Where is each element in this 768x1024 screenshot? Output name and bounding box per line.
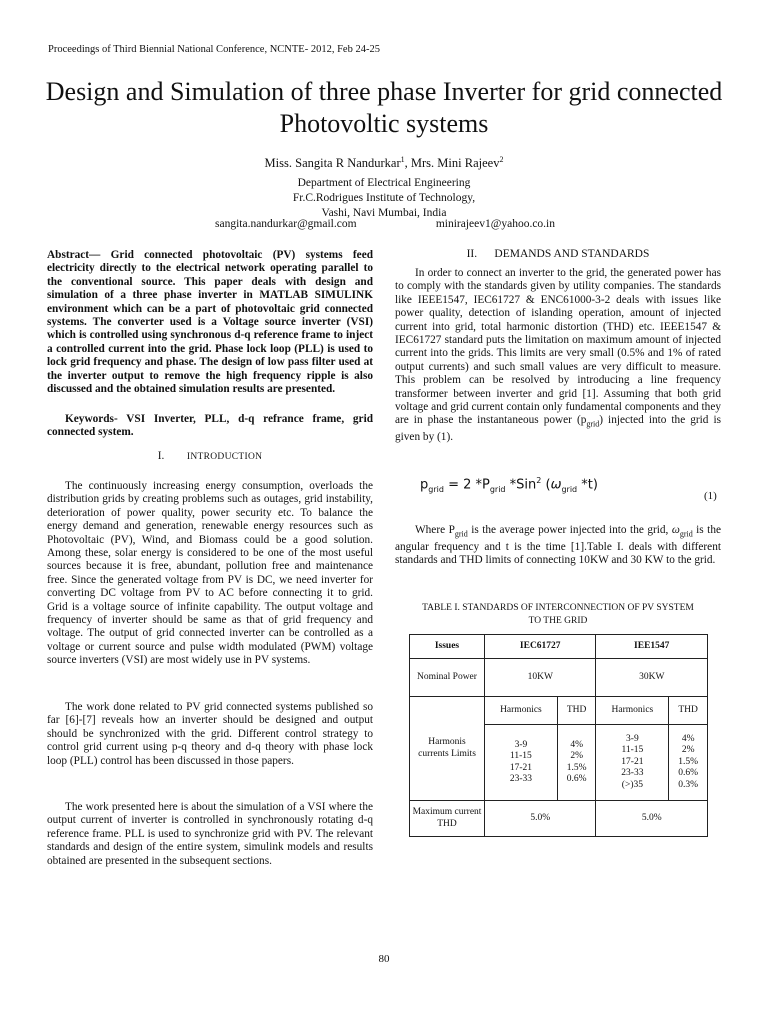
cell-line: 3-9 <box>626 733 639 744</box>
cell-line: 4% <box>570 739 583 750</box>
table-cell: Nominal Power <box>410 659 485 697</box>
affiliation-dept: Department of Electrical Engineering <box>297 177 471 189</box>
table-cell: 5.0% <box>596 801 708 837</box>
table-cell: 5.0% <box>485 801 596 837</box>
keywords: Keywords- VSI Inverter, PLL, d-q refrance frame, grid connected system. <box>47 413 373 439</box>
email-1[interactable]: sangita.nandurkar@gmail.com <box>215 218 357 230</box>
section-title: INTRODUCTION <box>186 452 263 462</box>
p2-text-a: Where P <box>415 524 455 536</box>
eq-omega: ω <box>550 477 562 493</box>
cell-line: 1.5% <box>678 756 699 767</box>
table-header-issues: Issues <box>410 635 485 659</box>
cell-line: 2% <box>681 745 695 756</box>
section-heading-demands <box>395 248 721 260</box>
eq-sub: grid <box>561 484 578 494</box>
table-cell: Harmonics <box>596 697 669 725</box>
equation-1 <box>420 476 598 494</box>
table-caption <box>395 602 721 628</box>
affiliation-city: Vashi, Navi Mumbai, India <box>321 207 447 219</box>
abstract: Abstract— Grid connected photovoltaic (PV) systems feed electricity directly to the electrical network operating parallel to the conventional source. This paper deals with design and simulation of a three phase inverter in MATLAB SIMULINK environment which can be a part of photovoltaic grid connected systems. The converter used is a Voltage source inverter (VSI) which is controlled using synchronous d-q reference frame to inject a controlled current into the grid. Phase lock loop (PLL) is used to lock grid frequency and phase. The design of low pass filter used at the inverter output to remove the high frequency ripple is also discussed and the obtained simulation results are presented. <box>47 249 373 396</box>
cell-line: 0.6% <box>678 768 699 779</box>
affiliation <box>0 176 768 221</box>
eq-sup: 2 <box>536 476 542 485</box>
table-caption-line-2: TO THE GRID <box>528 616 588 626</box>
cell-line: 11-15 <box>510 751 532 761</box>
eq-sin: *Sin <box>505 477 537 493</box>
cell-line: 0.6% <box>566 774 587 784</box>
demands-subscript: grid <box>586 419 600 429</box>
emails <box>215 218 555 230</box>
author-separator: , <box>404 156 411 171</box>
cell-line: 0.3% <box>678 779 699 790</box>
cell-line: 1.5% <box>566 762 587 773</box>
table-cell: 30KW <box>596 659 708 697</box>
p2-sub-a: grid <box>454 529 468 539</box>
table-cell: THD <box>669 697 708 725</box>
eq-sub: grid <box>428 484 444 494</box>
cell-line: 23-33 <box>621 768 644 779</box>
demands-text: In order to connect an inverter to the grid, the generated power has to comply with the standards given by utility companies. The standards like IEEE1547, IEC61727 & ENC61000-3-2 deals with issues like power quality, detection of islanding operation, amount of injected current into grid, total harmonic distortion (THD) etc. IEEE1547 & IEC61727 standard puts the limitation on maximum amount of injected current into the grids. This limits are very small (0.5% and 1% of rated output currents) and such small values are very difficult to measure. This problem can be resolved by introducing a line frequency transformer between inverter and grid [1]. Assuming that both grid voltage and grid current contain only fundamental components and they are in phase the instantaneous power (p <box>395 267 721 427</box>
standards-table <box>409 634 708 837</box>
eq-close: *t) <box>577 477 598 493</box>
intro-paragraph-1: The continuously increasing energy consumption, overloads the distribution grids by creating problems such as outages, grid instability, deterioration of power quality, power security etc. To balance the energy demand and generation, renewable energy resources such as Photovoltaic (PV), Wind, and Biomass could be a good solution. Among these, solar energy is considered to be one of the most useful sources because it is free, abundant, pollution free and maintenance free. Since the generated voltage from PV is DC, we need inverter for converting DC voltage from PV to AC before connecting it to grid. Grid is a voltage source of infinite capability. The output voltage and frequency of inverter should be same as that of grid frequency and voltage. The output of grid connected inverter can be controlled as a voltage or current source and pulse width modulated (PWM) voltage source inverters (VSI) are most widely use in PV systems. <box>47 480 373 667</box>
table-cell: Maximum current THD <box>410 801 485 837</box>
table-cell: Harmonics <box>485 697 558 725</box>
table-row <box>410 635 708 659</box>
authors <box>0 155 768 171</box>
author-2: Mrs. Mini Rajeev <box>410 156 500 171</box>
section-title: DEMANDS AND STANDARDS <box>494 248 650 260</box>
p2-text-c: is the angular frequency and t is the time [1].Table I. deals with different standards and THD limits of connecting 10KW and 30 KW to the grid. <box>395 524 721 567</box>
conference-header: Proceedings of Third Biennial National Conference, NCNTE- 2012, Feb 24-25 <box>48 44 380 55</box>
table-header-std2: IEE1547 <box>596 635 708 659</box>
cell-line: (>)35 <box>621 779 643 790</box>
eq-p: p <box>420 477 429 493</box>
author-1: Miss. Sangita R Nandurkar <box>264 156 401 171</box>
cell-line: 2% <box>570 751 583 761</box>
p2-text-b: is the average power injected into the grid, <box>467 524 672 536</box>
affiliation-institute: Fr.C.Rodrigues Institute of Technology, <box>292 192 476 204</box>
author-1-mark: 1 <box>400 155 405 164</box>
equation-number: (1) <box>704 490 717 502</box>
page-number: 80 <box>378 953 390 965</box>
table-header-std1: IEC61727 <box>485 635 596 659</box>
p2-sub-omega: grid <box>679 529 693 539</box>
table-cell <box>485 725 558 801</box>
eq-sub: grid <box>489 484 506 494</box>
eq-mid: = 2 *P <box>443 477 490 493</box>
intro-paragraph-3: The work presented here is about the simulation of a VSI where the output current of inverter is controlled in synchronously rotating d-q reference frame. PLL is used to synchronize grid with PV. The relevant standards and design of the entire system, simulink models and results obtained are presented in the subsequent sections. <box>47 801 373 867</box>
section-number: II. <box>466 248 478 260</box>
table-cell <box>596 725 669 801</box>
section-number: I. <box>157 450 165 462</box>
cell-line: 3-9 <box>514 739 528 750</box>
table-row <box>410 801 708 837</box>
email-2[interactable]: minirajeev1@yahoo.co.in <box>435 218 555 230</box>
demands-paragraph-1 <box>395 267 721 445</box>
table-cell: THD <box>557 697 596 725</box>
eq-open: ( <box>541 477 551 493</box>
intro-paragraph-2: The work done related to PV grid connected systems published so far [6]-[7] reveals how an inverter should be designed and output should be synchronized with the grid. Different control strategy to control grid current using p-q theory and d-q theory with phase lock loop (PLL) control has been discussed in those papers. <box>47 701 373 767</box>
table-cell <box>669 725 708 801</box>
demands-text-end: ) injected into the grid is given by (1). <box>395 414 721 444</box>
demands-paragraph-2 <box>395 524 721 567</box>
cell-line: 4% <box>681 733 695 744</box>
cell-line: 11-15 <box>621 745 644 756</box>
table-row <box>410 697 708 725</box>
table-cell: 10KW <box>485 659 596 697</box>
table-row <box>410 659 708 697</box>
table-caption-line-1: TABLE I. STANDARDS OF INTERCONNECTION OF PV SYSTEM <box>422 603 694 613</box>
table-cell: Harmonis currents Limits <box>410 697 485 801</box>
cell-line: 17-21 <box>509 762 532 773</box>
cell-line: 17-21 <box>621 756 644 767</box>
cell-line: 23-33 <box>509 774 532 784</box>
p2-omega: ω <box>671 524 680 536</box>
table-cell <box>557 725 596 801</box>
paper-title: Design and Simulation of three phase Inverter for grid connected Photovoltic systems <box>45 77 723 138</box>
section-heading-introduction <box>47 450 373 462</box>
author-2-mark: 2 <box>499 155 504 164</box>
